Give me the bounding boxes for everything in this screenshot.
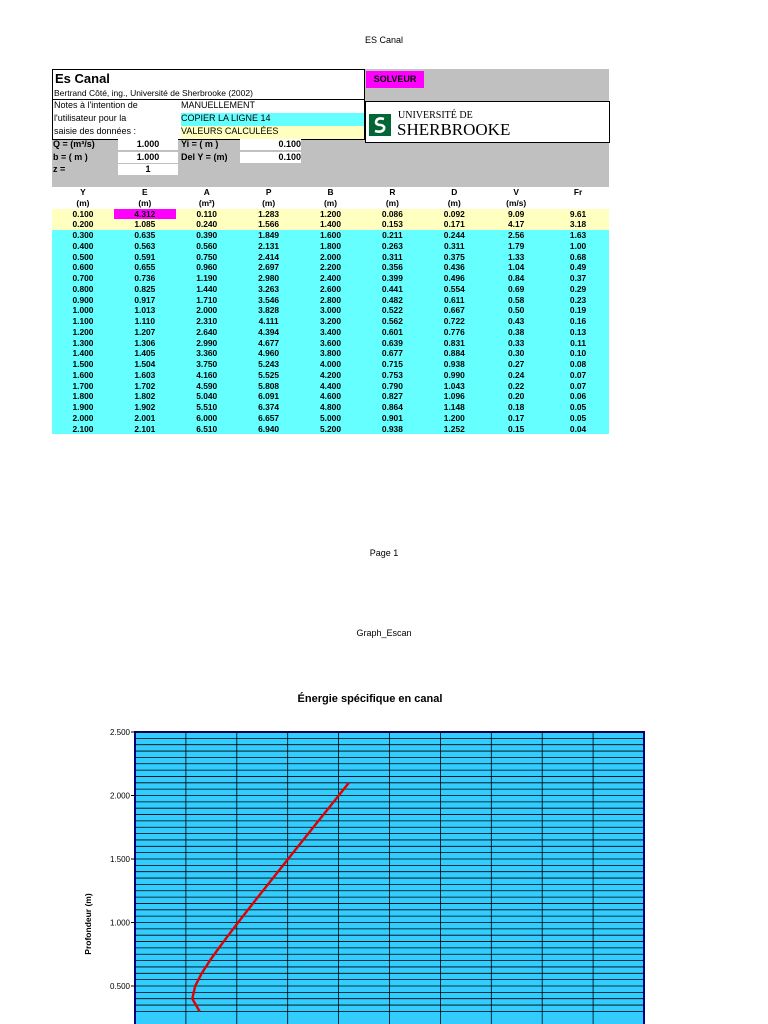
table-cell: 2.640 [176, 327, 238, 338]
table-cell: 0.400 [52, 241, 114, 252]
table-cell: 1.04 [485, 262, 547, 273]
table-cell: 0.441 [361, 284, 423, 295]
table-cell [547, 198, 609, 209]
table-cell: 1.252 [423, 424, 485, 435]
table-cell: 0.153 [361, 219, 423, 230]
table-cell: 3.18 [547, 219, 609, 230]
table-cell: 0.667 [423, 305, 485, 316]
table-cell: 0.11 [547, 338, 609, 349]
table-cell: 0.100 [52, 209, 114, 220]
table-row [52, 295, 609, 306]
table-cell: 1.800 [300, 241, 362, 252]
legend-manual: MANUELLEMENT [181, 100, 364, 113]
notes-line-3: saisie des données : [54, 126, 137, 136]
table-cell: 6.374 [238, 402, 300, 413]
table-cell: Fr [547, 187, 609, 198]
table-cell: 3.400 [300, 327, 362, 338]
table-cell: 1.043 [423, 381, 485, 392]
table-cell: 0.790 [361, 381, 423, 392]
table-cell: 1.702 [114, 381, 176, 392]
table-cell: 0.560 [176, 241, 238, 252]
table-row [52, 305, 609, 316]
table-cell: 0.917 [114, 295, 176, 306]
table-cell: (m) [114, 198, 176, 209]
legend-calc: VALEURS CALCULÉES [181, 126, 364, 139]
q-label: Q = (m³/s) [53, 139, 95, 149]
author-line: Bertrand Côté, ing., Université de Sherbrooke (2002) [54, 88, 253, 98]
table-cell: 1.500 [52, 359, 114, 370]
table-cell: 4.590 [176, 381, 238, 392]
table-cell: 9.09 [485, 209, 547, 220]
table-cell: 0.13 [547, 327, 609, 338]
table-cell: 0.08 [547, 359, 609, 370]
table-cell: 6.000 [176, 413, 238, 424]
q-value[interactable]: 1.000 [118, 139, 178, 150]
notes-line-2: l'utilisateur pour la [54, 113, 127, 123]
table-cell: 0.655 [114, 262, 176, 273]
table-cell: 1.110 [114, 316, 176, 327]
table-row [52, 402, 609, 413]
table-cell: 2.600 [300, 284, 362, 295]
table-cell: 5.000 [300, 413, 362, 424]
table-cell: 0.211 [361, 230, 423, 241]
table-cell: 1.148 [423, 402, 485, 413]
table-cell: 0.23 [547, 295, 609, 306]
table-row [52, 391, 609, 402]
table-cell: 0.601 [361, 327, 423, 338]
table-cell: 0.700 [52, 273, 114, 284]
table-cell: 0.24 [485, 370, 547, 381]
table-cell: 3.750 [176, 359, 238, 370]
table-cell: 0.092 [423, 209, 485, 220]
table-cell: 2.414 [238, 252, 300, 263]
table-cell: 1.283 [238, 209, 300, 220]
table-cell: 1.300 [52, 338, 114, 349]
table-cell: 4.400 [300, 381, 362, 392]
table-row [52, 316, 609, 327]
table-cell: 2.000 [52, 413, 114, 424]
table-cell: 0.639 [361, 338, 423, 349]
table-cell: 0.49 [547, 262, 609, 273]
table-cell: 6.510 [176, 424, 238, 435]
table-cell: 1.100 [52, 316, 114, 327]
table-cell: 2.990 [176, 338, 238, 349]
table-cell: (m) [238, 198, 300, 209]
table-cell: 3.546 [238, 295, 300, 306]
y-tick-label: 0.500 [109, 982, 130, 991]
table-cell: B [300, 187, 362, 198]
table-cell: 2.980 [238, 273, 300, 284]
table-cell: 1.600 [300, 230, 362, 241]
table-cell: 1.849 [238, 230, 300, 241]
table-cell: 2.697 [238, 262, 300, 273]
table-cell: 0.240 [176, 219, 238, 230]
table-cell: 0.825 [114, 284, 176, 295]
table-cell: 0.436 [423, 262, 485, 273]
table-cell: 2.100 [52, 424, 114, 435]
table-cell: 0.750 [176, 252, 238, 263]
table-cell: 0.677 [361, 348, 423, 359]
table-cell: 1.33 [485, 252, 547, 263]
table-cell: 0.900 [52, 295, 114, 306]
table-cell: (m/s) [485, 198, 547, 209]
table-row [52, 284, 609, 295]
b-label: b = ( m ) [53, 152, 88, 162]
dely-label: Del Y = (m) [181, 152, 228, 162]
table-cell: 2.400 [300, 273, 362, 284]
table-cell: 4.000 [300, 359, 362, 370]
table-cell: 0.68 [547, 252, 609, 263]
yi-label: Yi = ( m ) [181, 139, 219, 149]
table-cell: 0.69 [485, 284, 547, 295]
table-cell: (m²) [176, 198, 238, 209]
table-cell: 0.635 [114, 230, 176, 241]
table-cell: 0.563 [114, 241, 176, 252]
table-cell: 1.00 [547, 241, 609, 252]
table-cell: 1.085 [114, 219, 176, 230]
table-cell: 0.05 [547, 413, 609, 424]
table-cell: 0.938 [361, 424, 423, 435]
table-cell: 5.040 [176, 391, 238, 402]
table-cell: 4.160 [176, 370, 238, 381]
sherbrooke-emblem-icon [369, 114, 391, 136]
table-cell: 5.243 [238, 359, 300, 370]
y-tick-label: 2.000 [109, 791, 130, 801]
table-cell: (m) [361, 198, 423, 209]
table-cell: 1.900 [52, 402, 114, 413]
table-cell: 4.394 [238, 327, 300, 338]
table-cell: R [361, 187, 423, 198]
table-cell: 1.566 [238, 219, 300, 230]
table-cell: 4.111 [238, 316, 300, 327]
table-cell: 5.200 [300, 424, 362, 435]
table-cell: 4.960 [238, 348, 300, 359]
table-cell: 1.200 [423, 413, 485, 424]
table-cell: 0.715 [361, 359, 423, 370]
table-cell: (m) [52, 198, 114, 209]
table-cell: 0.50 [485, 305, 547, 316]
y-axis-ticks [110, 728, 135, 991]
table-cell: 0.611 [423, 295, 485, 306]
table-row [52, 209, 609, 220]
table-cell: 4.800 [300, 402, 362, 413]
y-tick-label: 2.500 [109, 728, 130, 737]
table-row [52, 348, 609, 359]
table-header-row [52, 187, 609, 198]
table-cell: (m) [300, 198, 362, 209]
table-cell: 2.131 [238, 241, 300, 252]
table-cell: 0.22 [485, 381, 547, 392]
table-cell: 1.600 [52, 370, 114, 381]
table-row [52, 424, 609, 435]
table-cell: 0.07 [547, 370, 609, 381]
chart-sheet-header: Graph_Escan [356, 628, 412, 638]
table-cell: 1.400 [300, 219, 362, 230]
z-label: z = [53, 164, 66, 174]
table-cell: 0.300 [52, 230, 114, 241]
university-logo [365, 101, 610, 143]
table-cell: 0.600 [52, 262, 114, 273]
table-cell: Y [52, 187, 114, 198]
table-cell: 4.312 [114, 209, 176, 220]
table-cell: 4.677 [238, 338, 300, 349]
table-cell: 0.244 [423, 230, 485, 241]
table-row [52, 262, 609, 273]
table-row [52, 219, 609, 230]
table-units-row [52, 198, 609, 209]
table-cell: 1.440 [176, 284, 238, 295]
table-cell: 0.864 [361, 402, 423, 413]
b-value[interactable]: 1.000 [118, 152, 178, 163]
table-cell: 9.61 [547, 209, 609, 220]
table-cell: 4.600 [300, 391, 362, 402]
yi-value[interactable]: 0.100 [240, 139, 301, 150]
solver-button[interactable]: SOLVEUR [366, 71, 424, 88]
table-cell: 5.808 [238, 381, 300, 392]
table-cell: 0.500 [52, 252, 114, 263]
table-cell: V [485, 187, 547, 198]
table-cell: E [114, 187, 176, 198]
table-row [52, 327, 609, 338]
notes-line-1: Notes à l'intention de [54, 100, 138, 110]
table-cell: 0.311 [361, 252, 423, 263]
table-cell: 3.828 [238, 305, 300, 316]
table-row [52, 273, 609, 284]
table-cell: (m) [423, 198, 485, 209]
table-cell: 0.086 [361, 209, 423, 220]
table-cell: 0.399 [361, 273, 423, 284]
table-cell: 0.482 [361, 295, 423, 306]
table-cell: 1.79 [485, 241, 547, 252]
table-cell: 0.776 [423, 327, 485, 338]
table-cell: 0.736 [114, 273, 176, 284]
table-cell: 5.525 [238, 370, 300, 381]
table-cell: 6.940 [238, 424, 300, 435]
table-cell: 0.884 [423, 348, 485, 359]
table-cell: 0.390 [176, 230, 238, 241]
chart-title: Énergie spécifique en canal [297, 693, 443, 705]
table-cell: 0.16 [547, 316, 609, 327]
table-cell: 3.000 [300, 305, 362, 316]
z-value[interactable]: 1 [118, 164, 178, 175]
y-axis-label: Profondeur (m) [83, 893, 93, 955]
results-table [52, 187, 609, 434]
table-cell: 0.19 [547, 305, 609, 316]
table-cell: 1.200 [300, 209, 362, 220]
table-cell: 3.263 [238, 284, 300, 295]
table-cell: 0.562 [361, 316, 423, 327]
table-cell: 1.207 [114, 327, 176, 338]
table-row [52, 230, 609, 241]
table-cell: 1.802 [114, 391, 176, 402]
table-cell: 1.096 [423, 391, 485, 402]
energy-chart [0, 680, 768, 1024]
table-cell: 2.200 [300, 262, 362, 273]
table-cell: 0.58 [485, 295, 547, 306]
table-cell: 2.001 [114, 413, 176, 424]
table-cell: 2.310 [176, 316, 238, 327]
logo-line-1: UNIVERSITÉ DE [398, 110, 473, 121]
table-cell: 3.360 [176, 348, 238, 359]
table-cell: 1.902 [114, 402, 176, 413]
table-cell: 6.657 [238, 413, 300, 424]
sheet-title: Es Canal [55, 71, 110, 86]
table-cell: 0.827 [361, 391, 423, 402]
y-tick-label: 1.000 [109, 918, 130, 928]
y-tick-label: 1.500 [109, 855, 130, 864]
table-cell: 0.200 [52, 219, 114, 230]
table-cell: 2.56 [485, 230, 547, 241]
table-cell: 0.29 [547, 284, 609, 295]
table-cell: 0.990 [423, 370, 485, 381]
table-cell: 0.20 [485, 391, 547, 402]
table-cell: 3.200 [300, 316, 362, 327]
table-cell: 0.30 [485, 348, 547, 359]
table-cell: 0.27 [485, 359, 547, 370]
table-cell: 2.000 [300, 252, 362, 263]
table-cell: 1.000 [52, 305, 114, 316]
table-cell: 3.800 [300, 348, 362, 359]
table-cell: 1.405 [114, 348, 176, 359]
table-cell: 0.37 [547, 273, 609, 284]
table-row [52, 359, 609, 370]
table-cell: 0.07 [547, 381, 609, 392]
table-cell: 5.510 [176, 402, 238, 413]
table-cell: 0.04 [547, 424, 609, 435]
table-cell: 1.190 [176, 273, 238, 284]
table-row [52, 338, 609, 349]
logo-line-2: SHERBROOKE [397, 120, 511, 139]
table-cell: 0.263 [361, 241, 423, 252]
table-cell: 3.600 [300, 338, 362, 349]
table-cell: 0.05 [547, 402, 609, 413]
legend-copy: COPIER LA LIGNE 14 [181, 113, 364, 126]
table-cell: 0.33 [485, 338, 547, 349]
table-cell: 1.013 [114, 305, 176, 316]
page-footer: Page 1 [369, 548, 399, 558]
title-box [52, 69, 365, 100]
table-cell: 1.710 [176, 295, 238, 306]
table-cell: 2.101 [114, 424, 176, 435]
table-cell: 0.800 [52, 284, 114, 295]
notes-box [52, 99, 365, 140]
table-cell: 0.938 [423, 359, 485, 370]
table-cell: 1.200 [52, 327, 114, 338]
table-cell: 0.591 [114, 252, 176, 263]
table-cell: P [238, 187, 300, 198]
table-cell: 1.800 [52, 391, 114, 402]
table-row [52, 413, 609, 424]
table-cell: 0.901 [361, 413, 423, 424]
table-cell: 0.84 [485, 273, 547, 284]
table-cell: 0.960 [176, 262, 238, 273]
table-cell: 0.722 [423, 316, 485, 327]
table-cell: 1.603 [114, 370, 176, 381]
table-cell: 1.700 [52, 381, 114, 392]
table-cell: 0.356 [361, 262, 423, 273]
table-cell: 0.753 [361, 370, 423, 381]
table-cell: 6.091 [238, 391, 300, 402]
table-cell: 0.06 [547, 391, 609, 402]
dely-value[interactable]: 0.100 [240, 152, 301, 163]
table-cell: 0.554 [423, 284, 485, 295]
table-row [52, 370, 609, 381]
table-cell: A [176, 187, 238, 198]
table-cell: 0.110 [176, 209, 238, 220]
table-cell: 0.10 [547, 348, 609, 359]
table-cell: 0.38 [485, 327, 547, 338]
table-cell: 0.17 [485, 413, 547, 424]
table-row [52, 381, 609, 392]
table-row [52, 241, 609, 252]
table-cell: 1.306 [114, 338, 176, 349]
table-cell: 1.504 [114, 359, 176, 370]
table-cell: 2.800 [300, 295, 362, 306]
page-header: ES Canal [364, 35, 404, 45]
table-cell: 0.43 [485, 316, 547, 327]
table-cell: 0.15 [485, 424, 547, 435]
table-cell: 0.831 [423, 338, 485, 349]
table-cell: 4.200 [300, 370, 362, 381]
table-cell: 0.18 [485, 402, 547, 413]
table-cell: 2.000 [176, 305, 238, 316]
table-cell: 4.17 [485, 219, 547, 230]
table-cell: 0.311 [423, 241, 485, 252]
table-cell: 1.400 [52, 348, 114, 359]
table-cell: 1.63 [547, 230, 609, 241]
table-cell: 0.375 [423, 252, 485, 263]
table-cell: 0.522 [361, 305, 423, 316]
table-row [52, 252, 609, 263]
table-cell: 0.171 [423, 219, 485, 230]
table-cell: D [423, 187, 485, 198]
table-cell: 0.496 [423, 273, 485, 284]
